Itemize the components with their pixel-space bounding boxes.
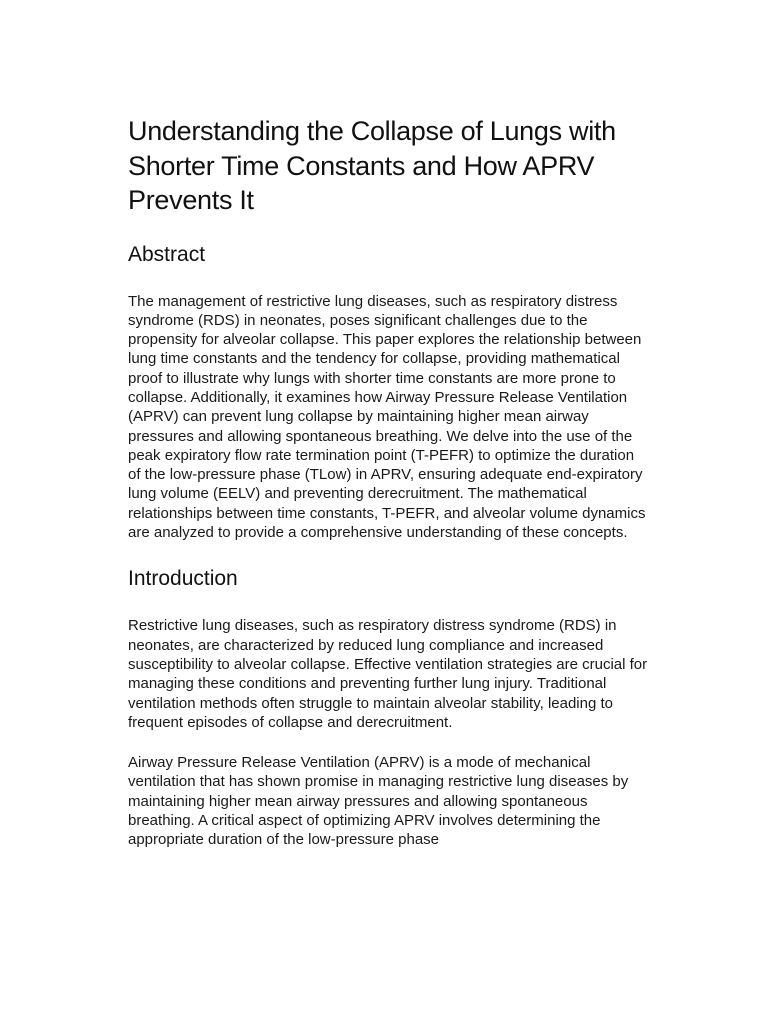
document-page (128, 114, 648, 850)
abstract-heading: Abstract (128, 242, 206, 266)
introduction-heading: Introduction (128, 567, 238, 591)
introduction-paragraph-2: Airway Pressure Release Ventilation (APRV) is a mode of mechanical ventilation that has shown promise in managing restrictive lung diseases by maintaining higher mean airway pressures and allowing spontaneous breathing. A critical aspect of optimizing APRV involves determining the appropriate duration of the low-pressure phase (128, 754, 629, 849)
abstract-paragraph: The management of restrictive lung diseases, such as respiratory distress syndrome (RDS) in neonates, poses significant challenges due to the propensity for alveolar collapse. This paper explores the relationship between lung time constants and the tendency for collapse, providing mathematical proof to illustrate why lungs with shorter time constants are more prone to collapse. Additionally, it examines how Airway Pressure Release Ventilation (APRV) can prevent lung collapse by maintaining higher mean airway pressures and allowing spontaneous breathing. We delve into the use of the peak expiratory flow rate termination point (T-PEFR) to optimize the duration of the low-pressure phase (TLow) in APRV, ensuring adequate end-expiratory lung volume (EELV) and preventing derecruitment. The mathematical relationships between time constants, T-PEFR, and alveolar volume dynamics are analyzed to provide a comprehensive understanding of these concepts. (128, 292, 646, 542)
document-title: Understanding the Collapse of Lungs with Shorter Time Constants and How APRV Prevents It (128, 116, 616, 215)
introduction-paragraph-1: Restrictive lung diseases, such as respiratory distress syndrome (RDS) in neonates, are characterized by reduced lung compliance and increased susceptibility to alveolar collapse. Effective ventilation strategies are crucial for managing these conditions and preventing further lung injury. Traditional ventilation methods often struggle to maintain alveolar stability, leading to frequent episodes of collapse and derecruitment. (128, 617, 648, 731)
